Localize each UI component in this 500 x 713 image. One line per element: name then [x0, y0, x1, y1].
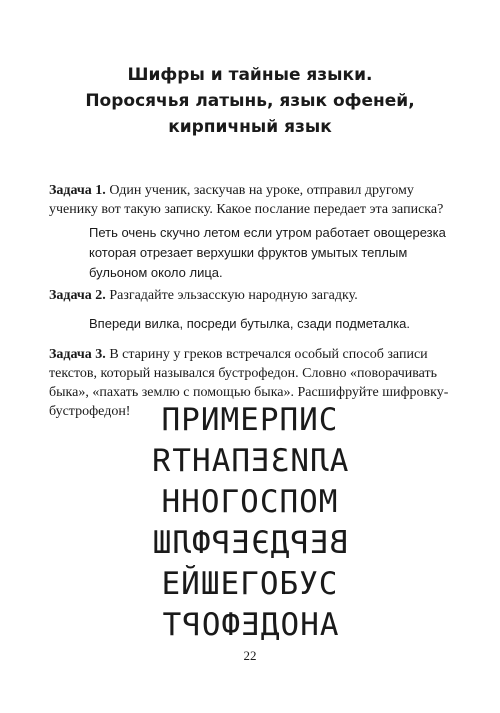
title-line-2: Поросячья латынь, язык офеней,	[85, 91, 415, 111]
task-2	[49, 286, 461, 305]
task-1-quote: Петь очень скучно летом если утром работает овощерезка которая отрезает верхушки фруктов умытых теплым бульоном около лица.	[89, 225, 446, 280]
cipher-row-5: ЕЙШЕГОБУС	[161, 566, 339, 602]
page-title	[0, 62, 500, 140]
page-number: 22	[243, 648, 257, 663]
cipher-row-4: ВЕРДЭЕРФЛШ	[151, 525, 349, 561]
task-3-label: Задача 3.	[49, 347, 106, 362]
task-1-text: Один ученик, заскучав на уроке, отправил другому ученику вот такую записку. Какое послание передает эта записка?	[49, 183, 444, 217]
cipher-row-3: ННОГОСПОМ	[161, 484, 339, 520]
task-1-label: Задача 1.	[49, 183, 106, 198]
task-3-text: В старину у греков встречался особый способ записи текстов, который назывался бустрофедон. Словно «поворачивать быка», «пахать землю с помощью быка». Расшифруйте шифровку-бустрофедон!	[49, 347, 449, 419]
task-2-quote: Впереди вилка, посреди бутылка, сзади подметалка.	[89, 316, 411, 331]
task-2-text: Разгадайте эльзасскую народную загадку.	[105, 288, 358, 303]
task-1	[49, 181, 461, 219]
title-line-1: Шифры и тайные языки.	[127, 65, 373, 85]
title-line-3: кирпичный язык	[168, 117, 332, 137]
cipher-row-2: АЛИЗЕПАНТЯ	[151, 443, 349, 479]
boustrophedon-cipher	[0, 400, 500, 646]
cipher-row-1: ПРИМЕРПИС	[161, 402, 339, 438]
task-2-label: Задача 2.	[49, 288, 106, 303]
cipher-row-6: АНОДЕФОРТ	[161, 607, 339, 643]
